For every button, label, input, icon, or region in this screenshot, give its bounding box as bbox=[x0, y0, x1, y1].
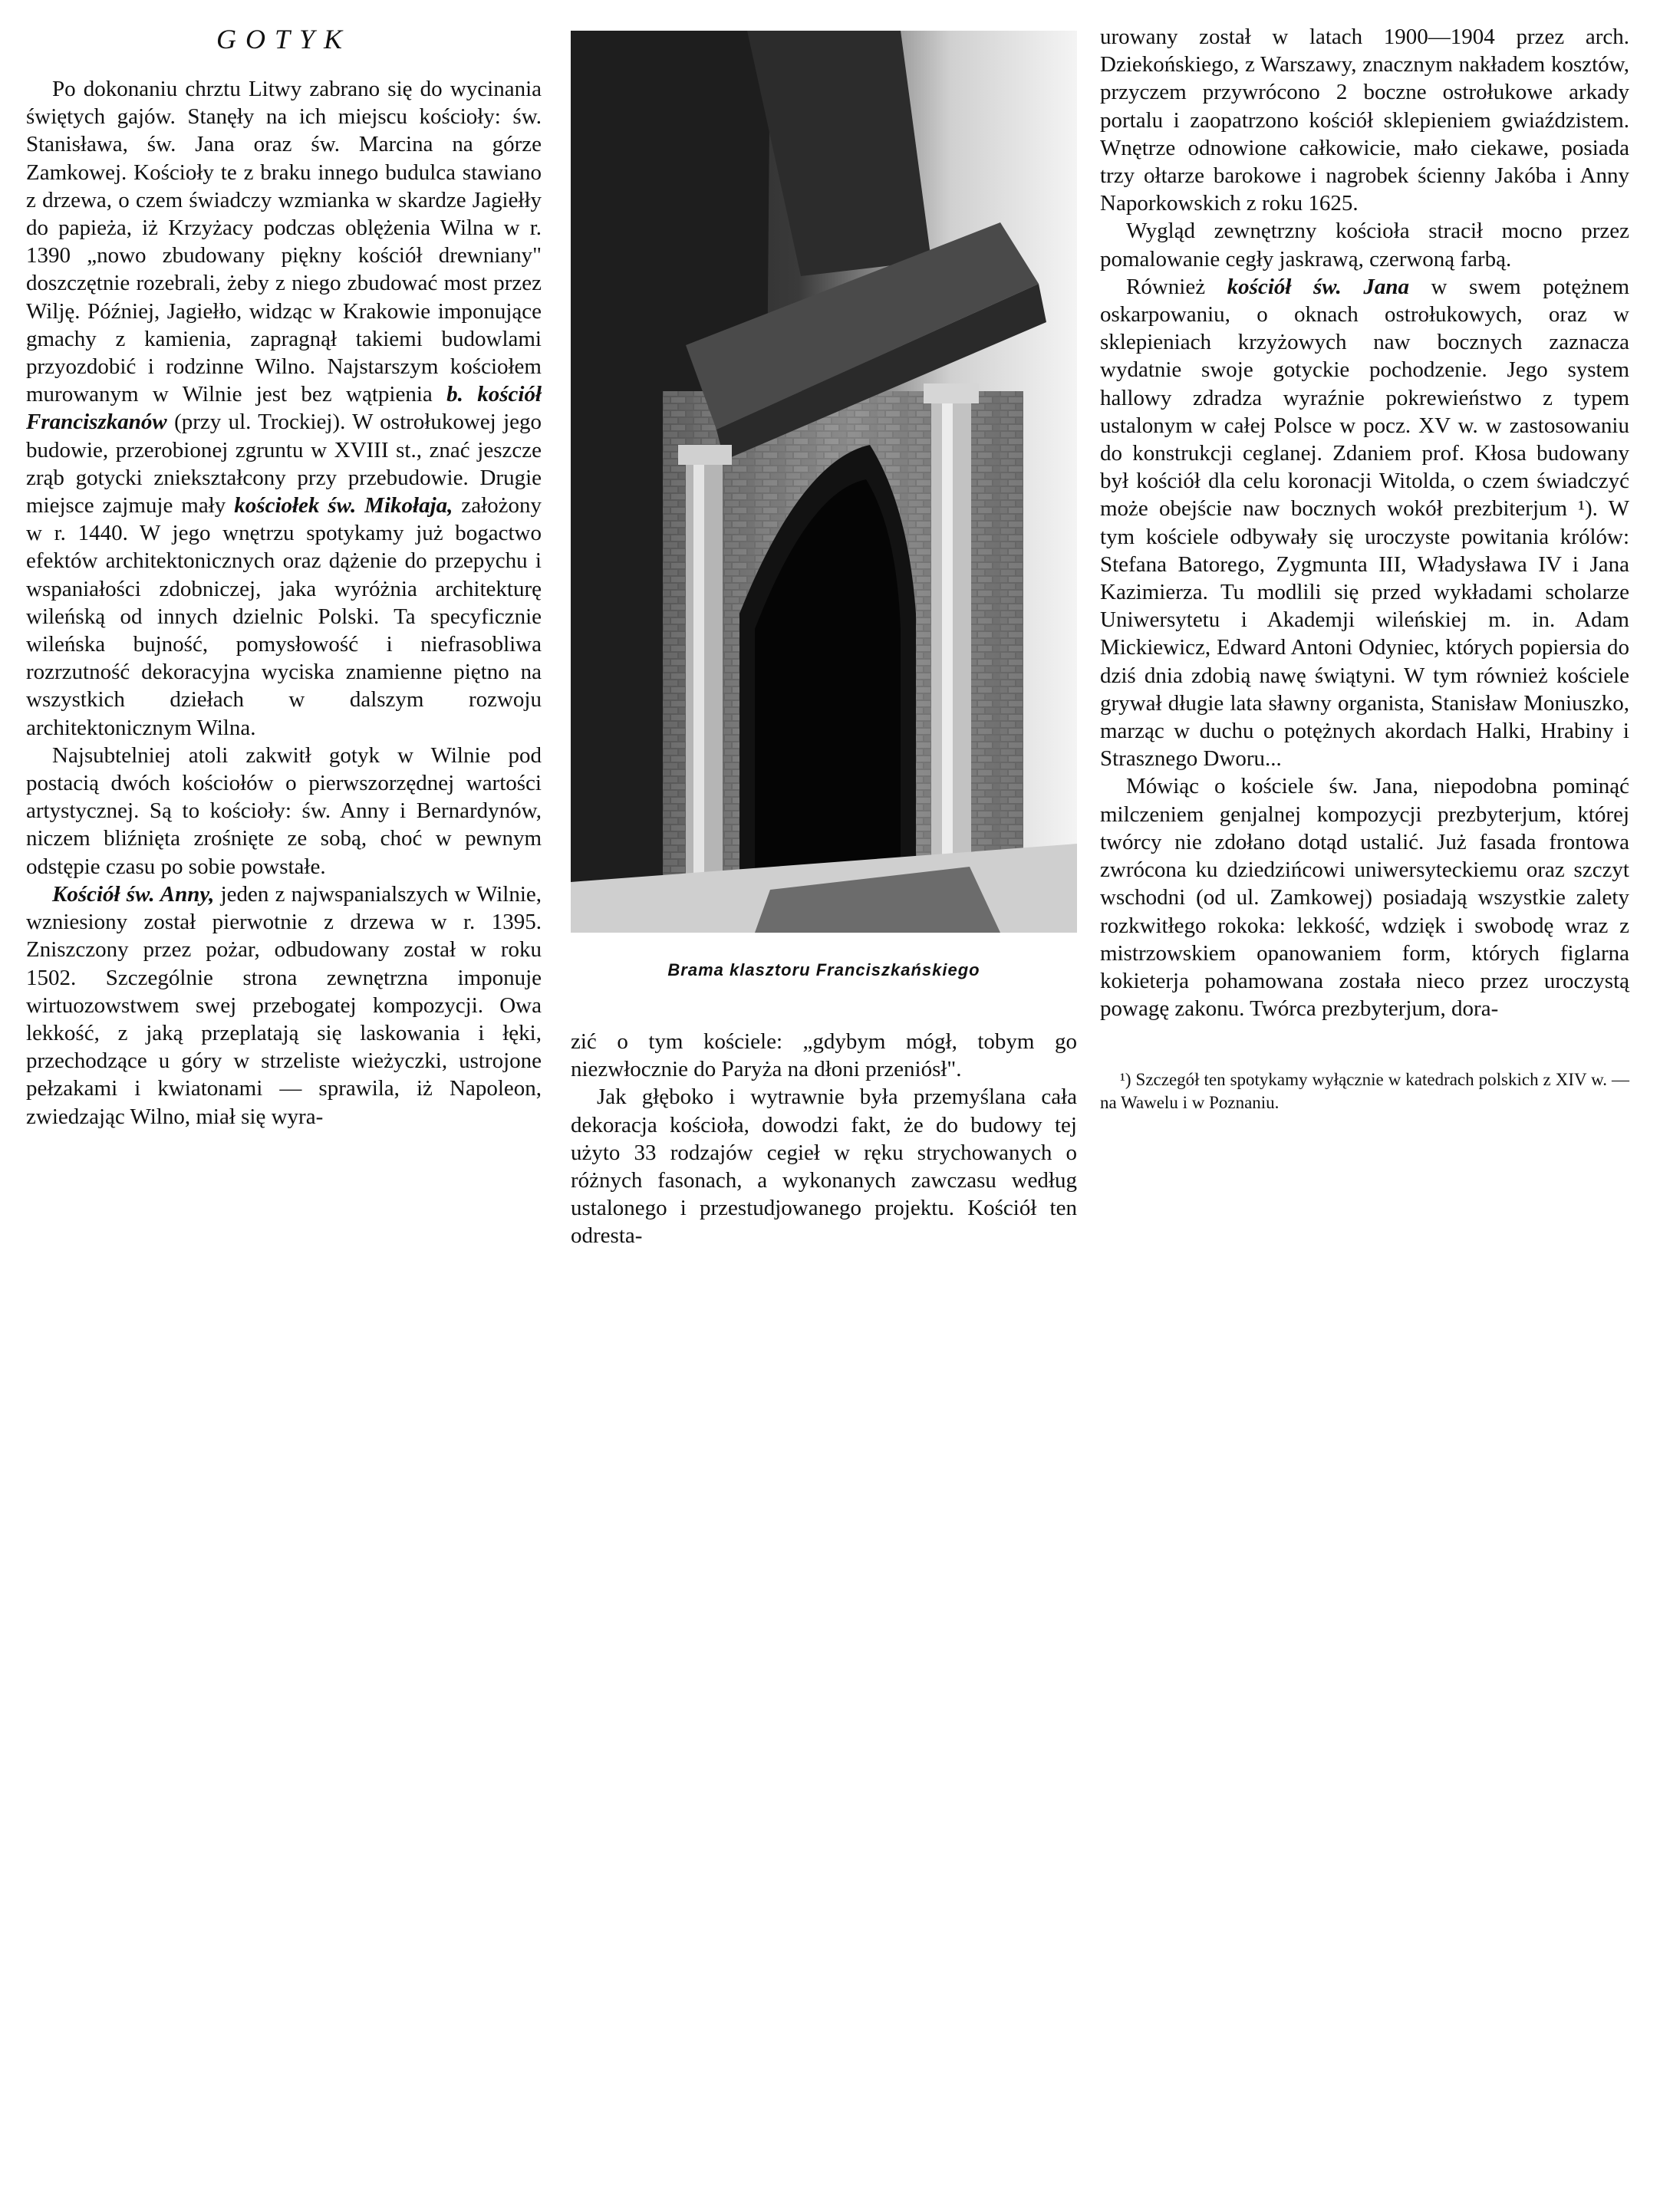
emph-mikolaja: kościołek św. Mikołaja, bbox=[234, 493, 453, 518]
column-middle bbox=[571, 23, 1077, 1250]
emph-kosciol-jana: kościół św. Jana bbox=[1227, 274, 1409, 299]
paragraph-3-text: jeden z najwspanialszych w Wilnie, wzniesiony został pierwotnie z drzewa w r. 1395. Zniszczony przez pożar, odbudowany został w roku 1502. Szczególnie strona zewnętrzna imponuje wirtuozowstwem swej przebogatej kompozycji. Owa lekkość, z jaką przeplatają się laskowania i łęki, przechodzące u góry w strzeliste wieżyczki, ustrojone pełzakami i kwiatonami — sprawila, iż Napoleon, zwiedzając Wilno, miał się wyra- bbox=[26, 881, 542, 1129]
paragraph-right-2: Wygląd zewnętrzny kościoła stracił mocno przez pomalowanie cegły jaskrawą, czerwoną farbą. bbox=[1100, 219, 1629, 272]
paragraph-right-4: Mówiąc o kościele św. Jana, niepodobna pominąć milczeniem genjalnej kompozycji prezbyterjum, której twórcy nie zdołano dotąd ustalić. Już fasada frontowa zwrócona ku dziedzińcowi uniwersyteckiemu oraz szczyt wschodni (od ul. Zamkowej) posiadają wszystkie zalety rozkwitłego rokoka: lekkość, wdzięk i swobodę wraz z mistrzowskiem opanowaniem form, których figlarna kokieterja pohamowana została nieco przez uroczystą powagę zakonu. Twórca prezbyterjum, dora- bbox=[1100, 774, 1629, 1022]
paragraph-right-3 bbox=[1100, 273, 1629, 773]
column-right bbox=[1100, 23, 1629, 1114]
paragraph-mid-2: Jak głęboko i wytrawnie była przemyślana cała dekoracja kościoła, dowodzi fakt, że do budowy tej użyto 33 rodzajów cegieł w ręku strychowanych o różnych fasonach, a wykonanych zawczasu według ustalonego i przestudjowanego projektu. Kościół ten odresta- bbox=[571, 1085, 1077, 1249]
paragraph-2: Najsubtelniej atoli zakwitł gotyk w Wilnie pod postacią dwóch kościołów o pierwszorzędnej wartości artystycznej. Są to kościoły: św. Anny i Bernardynów, niczem bliźnięta zrośnięte ze sobą, choć w pewnym odstępie czasu po sobie powstałe. bbox=[26, 742, 542, 879]
paragraph-1-text-c: założony w r. 1440. W jego wnętrzu spotykamy już bogactwo efektów architektonicznych oraz dążenie do przepychu i wspaniałości zdobniczej, jaka wyróżnia architekturę wileńską od innych dzielnic Polski. Ta specyficznie wileńska bujność, pomysłowość i niefrasobliwa rozrzutność dekoracyjna wyciska znamienne piętno na wszystkich dziełach w dalszym rozwoju architektonicznym Wilna. bbox=[26, 493, 542, 740]
paragraph-right-1: urowany został w latach 1900—1904 przez arch. Dziekońskiego, z Warszawy, znacznym nakładem kosztów, przyczem przywrócono 2 boczne ostrołukowe arkady portalu i zaopatrzono kościół sklepieniem gwiaździstem. Wnętrze odnowione całkowicie, mało ciekawe, posiada trzy ołtarze barokowe i nagrobek ścienny Jakóba i Anny Naporkowskich z roku 1625. bbox=[1100, 25, 1629, 216]
emph-kosciol-anny: Kościół św. Anny, bbox=[52, 881, 215, 907]
article-title: GOTYK bbox=[216, 24, 352, 54]
paragraph-1-text-b: (przy ul. Trockiej). W ostrołukowej jego budowie, przerobionej zgruntu w XVIII st., znać jeszcze zrąb gotycki zniekształcony przy przebudowie. Drugie miejsce zajmuje mały bbox=[26, 410, 542, 518]
column-left bbox=[26, 23, 542, 1131]
paragraph-3 bbox=[26, 881, 542, 1131]
gate-photo-illustration bbox=[571, 31, 1077, 933]
gate-photo bbox=[571, 31, 1077, 933]
paragraph-1-text: Po dokonaniu chrztu Litwy zabrano się do wycinania świętych gajów. Stanęły na ich miejscu kościoły: św. Stanisława, św. Jana oraz św. Marcina na górze Zamkowej. Kościoły te z braku innego budulca stawiano z drzewa, o czem świadczy wzmianka w skardze Jagiełły do papieża, iż Krzyżacy podczas oblężenia Wilna w r. 1390 „nowo zbudowany piękny kościół drewniany" doszczętnie rozebrali, żeby z niego zbudować most przez Wilję. Później, Jagiełło, widząc w Krakowie imponujące gmachy z kamienia, zapragnął takiemi budowlami przyozdobić i rodzinne Wilno. Najstarszym kościołem murowanym w Wilnie jest bez wątpienia bbox=[26, 77, 542, 407]
photo-caption: Brama klasztoru Franciszkańskiego bbox=[667, 960, 980, 979]
paragraph-1 bbox=[26, 75, 542, 742]
paragraph-mid-1: zić o tym kościele: „gdybym mógł, tobym go niezwłocznie do Paryża na dłoni przeniósł". bbox=[571, 1029, 1077, 1082]
paragraph-right-3-lead: Również bbox=[1126, 274, 1206, 299]
footnote: ¹) Szczegół ten spotykamy wyłącznie w katedrach polskich z XIV w. — na Wawelu i w Poznaniu. bbox=[1100, 1070, 1629, 1113]
emph-franciszkanow: b. kościół Franciszkanów bbox=[26, 382, 542, 435]
paragraph-right-3-text: w swem potężnem oskarpowaniu, o oknach ostrołukowych, oraz w sklepieniach krzyżowych naw bocznych zaznacza wydatnie swoje gotyckie pochodzenie. Jego system hallowy zdradza wyraźnie pokrewieństwo z typem ustalonym w całej Polsce w pocz. XV w. w zastosowaniu do konstrukcji ceglanej. Zdaniem prof. Kłosa budowany był kościół dla celu koronacji Witolda, o czem świadczyć może obejście naw bocznych wokół prezbiterjum ¹). W tym kościele odbywały się uroczyste powitania królów: Stefana Batorego, Zygmunta III, Władysława IV i Jana Kazimierza. Tu modlili się przed wykładami scholarze Uniwersytetu i Akademji wileńskiej m. in. Adam Mickiewicz, Edward Antoni Odyniec, których popiersia do dziś dnia zdobią nawę świątyni. W tym również kościele grywał długie lata sławny organista, Stanisław Moniuszko, marząc w duchu o potężnych akordach Halki, Hrabiny i Strasznego Dworu... bbox=[1100, 274, 1629, 772]
